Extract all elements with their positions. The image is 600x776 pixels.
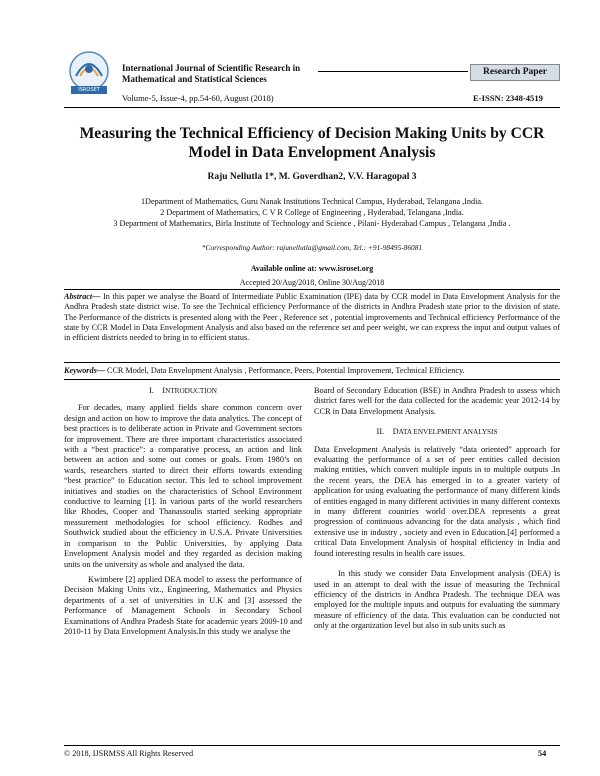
intro-paragraph-3: Board of Secondary Education (BSE) in Andhra Pradesh to assess which district fares well for the data collected for the academic year 2012-14 by CCR in Data Envelopment Analysis. <box>314 386 560 416</box>
footer-rule <box>64 745 560 746</box>
affiliations <box>60 196 564 229</box>
affiliation-1: 1Department of Mathematics, Guru Nanak Institutions Technical Campus, Hyderabad, Telangana ,India. <box>140 197 484 206</box>
section-title-rest: ATA ENVELPMENT ANALYSIS <box>398 428 498 437</box>
affiliation-2: 2 Department of Mathematics, C V R College of Engineering , Hyderabad, Telangana ,India. <box>160 208 464 217</box>
intro-paragraph-1: For decades, many applied fields share common concern over design and action on how to improve the data analytics. The concept of best practices is to deliberate action in Private and Government sectors for improvement. There are three important characteristics associated with a “best practice”: a comparative process, an action and link between an action and some out comes or goals. From 1980’s on wards, researchers started to direct their efforts towards extending “best practice” to Education sector. This led to school improvement initiatives and studies on the characteristics of School Environment conductive to learning [1]. In various parts of the world researchers like Rhodes, Cooper and Thanassoulis started seeking appropriate measurement methodologies for school efficiency. Rodhes and Southwick studied about the efficiency in U.S.A. Private Universities in comparison to the Public Universities, by applying Data Envelopment Analysis model and they regarded as decision making units on the university as whole and analysed the data. <box>64 403 302 569</box>
right-column <box>314 386 560 637</box>
section-title-first: I <box>162 386 166 395</box>
keywords-bottom-rule <box>64 379 560 380</box>
intro-paragraph-2: Kwimbere [2] applied DEA model to assess the performance of Decision Making Units viz., Engineering, Mathematics and Physics departments of a set of universities in U.K and [3] assessed the Performance of Management Schools in Secondary School Examinations of Andhra Pradesh State for academic years 2009-10 and 2010-11 by Data Envelopment Analysis.In this study we analyse the <box>64 574 302 636</box>
keywords-text: CCR Model, Data Envelopment Analysis , Performance, Peers, Potential Improvement, Technical Efficiency. <box>104 366 465 375</box>
authors: Raju Nellutla 1*, M. Goverdhan2, V.V. Haragopal 3 <box>207 172 417 182</box>
corresponding-author: *Corresponding Author: rajunellutla@gmail.com, Tel.: +91-98495-86081 <box>201 243 423 252</box>
available-online: Available online at: www.isroset.org <box>250 264 374 273</box>
section-number: II. <box>376 427 385 437</box>
research-paper-badge: Research Paper <box>470 64 560 81</box>
dea-paragraph-2: In this study we consider Data Envelopment analysis (DEA) is used in an attempt to deal with the issue of measuring the Technical efficiency of the districts in Andhra Pradesh. The technique DEA was employed for the multiple inputs and outputs for evaluating the summary measure of efficiency of the data. This evaluation can be conducted not only at the organization level but also in sub units such as <box>314 569 560 631</box>
section-heading-introduction <box>64 386 302 396</box>
abstract <box>64 292 560 343</box>
section-title-rest: NTRODUCTION <box>165 387 217 395</box>
accepted-dates: Accepted 20/Aug/2018, Online 30/Aug/2018 <box>239 278 385 287</box>
volume-info: Volume-5, Issue-4, pp.54-60, August (2018) <box>122 93 274 103</box>
journal-title-line2: Mathematical and Statistical Sciences <box>122 74 267 84</box>
section-heading-dea <box>314 427 560 437</box>
abstract-bottom-rule <box>64 362 560 363</box>
affiliation-3: 3 Department of Mathematics, Birla Institute of Technology and Science , Pilani- Hyderabad Campus , Telangana ,India . <box>113 219 511 228</box>
left-column <box>64 386 302 642</box>
keywords-label: Keywords— <box>64 366 105 375</box>
abstract-top-rule <box>64 289 560 290</box>
section-title-first: D <box>392 427 399 437</box>
footer-copyright: © 2018, IJSRMSS All Rights Reserved <box>64 749 194 758</box>
eissn: E-ISSN: 2348-4519 <box>473 93 543 103</box>
abstract-text: In this paper we analyse the Board of Intermediate Public Examination (IPE) data by CCR model in Data Envelopment Analysis for the Andhra Pradesh state district wise. To see the Technical efficiency Performance of the districts in Andhra Pradesh state prior to the division of state. The Performance of the districts is presented along with the Peer , Reference set , potential improvements and Technical efficiency Performance of the state by CCR Model in Data Envelopment Analysis and also based on the reference set and peer weight, we can express the input and output values of in efficient districts needed to bring in to efficient status. <box>64 292 560 343</box>
journal-logo <box>62 46 116 100</box>
journal-title-line1: International Journal of Scientific Research in <box>122 63 301 73</box>
journal-title <box>122 63 342 85</box>
dea-paragraph-1: Data Envelopment Analysis is relatively “data oriented” approach for evaluating the performance of a set of peer entities called decision making entities, which convert multiple inputs in to multiple outputs .In the recent years, the DEA has emerged in to a greater variety of application for using evaluating the performance of many different kinds of entities engaged in many different activities in many different contexts in many different countries world over.DEA represents a great progression of continuous advancing for the data analysis , which find extensive use in industry , society and even in Education.[4] performed a critical Data Envelopment Analysis of hospital efficiency in India and found interesting results in health care issues. <box>314 444 560 558</box>
page-number: 54 <box>538 749 547 758</box>
journal-title-rule <box>318 71 468 72</box>
header-divider <box>64 107 560 108</box>
keywords <box>64 366 560 376</box>
section-number: I. <box>149 386 154 395</box>
paper-title: Measuring the Technical Efficiency of Decision Making Units by CCR Model in Data Envelopment Analysis <box>79 125 545 161</box>
abstract-label: Abstract— <box>64 292 101 301</box>
logo-text: ISROSET <box>78 87 100 93</box>
